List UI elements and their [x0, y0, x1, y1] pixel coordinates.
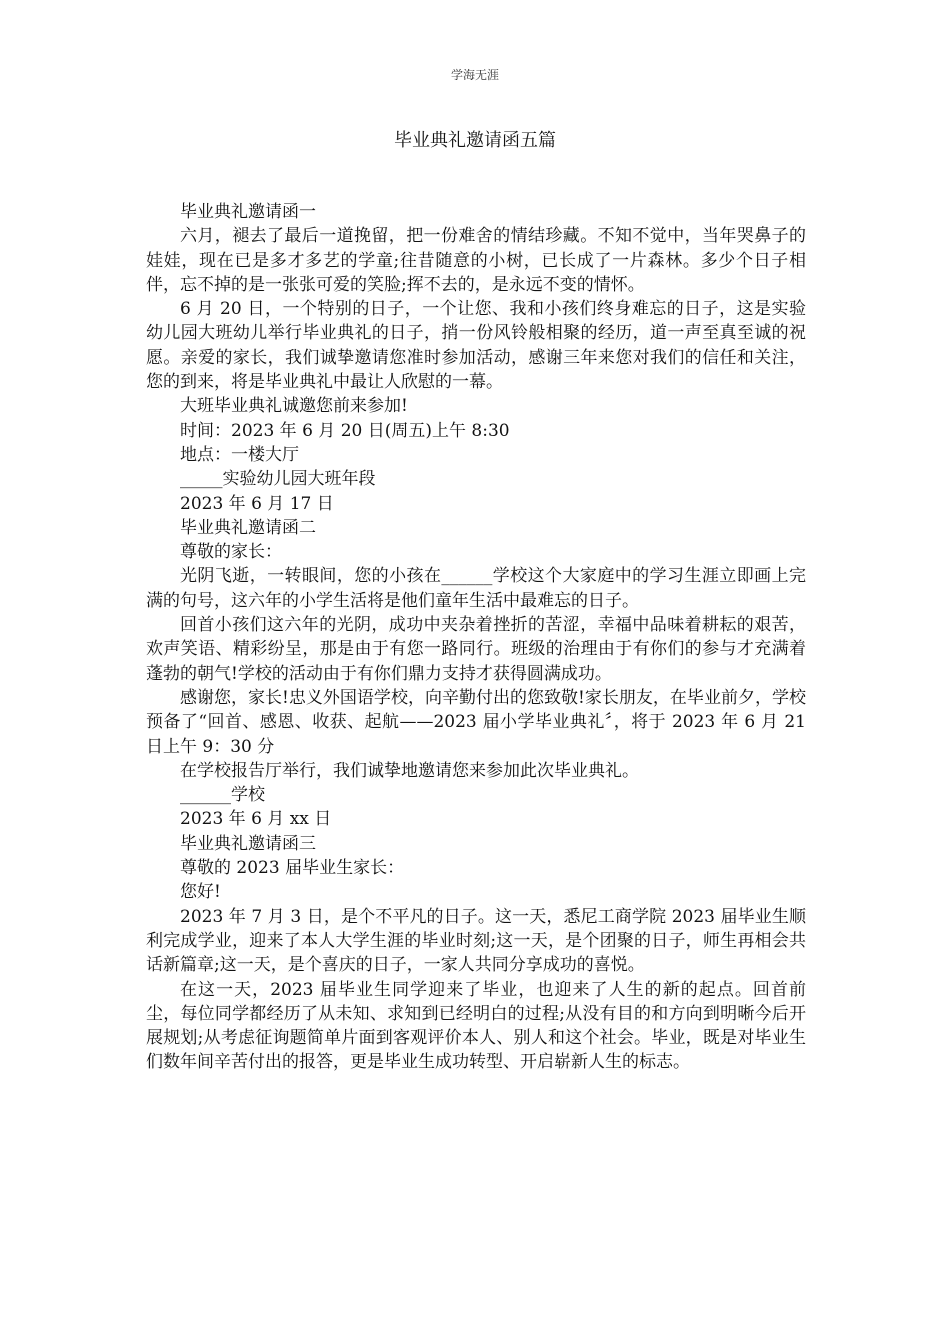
- date-line: 2023 年 6 月 17 日: [180, 493, 334, 514]
- paragraph: 六月，褪去了最后一道挽留，把一份难舍的情结珍藏。不知不觉中，当年哭鼻子的娃娃，现在已是多才多艺的学童;往昔随意的小树，已长成了一片森林。多少个日子相伴，忘不掉的是一张张可爱的笑脸;挥不去的，是永远不变的情怀。: [146, 226, 806, 295]
- page-header: 学海无涯: [450, 68, 499, 82]
- paragraph: 在这一天，2023 届毕业生同学迎来了毕业，也迎来了人生的新的起点。回首前尘，每位同学都经历了从未知、求知到已经明白的过程;从没有目的和方向到明晰今后开展规划;从考虑征询题简单片面到客观评价本人、别人和这个社会。毕业，既是对毕业生们数年间辛苦付出的报答，更是毕业生成功转型、开启崭新人生的标志。: [146, 979, 806, 1073]
- section-heading-1: 毕业典礼邀请函一: [180, 202, 316, 222]
- signature: _____实验幼儿园大班年段: [180, 469, 376, 490]
- salutation: 尊敬的 2023 届毕业生家长：: [180, 858, 405, 879]
- section-heading-3: 毕业典礼邀请函三: [180, 833, 316, 854]
- document-title: 毕业典礼邀请函五篇: [394, 130, 556, 151]
- signature: ______学校: [180, 785, 265, 806]
- paragraph: 光阴飞逝，一转眼间，您的小孩在______学校这个大家庭中的学习生涯立即画上完满的句号，这六年的小学生活将是他们童年生活中最难忘的日子。: [146, 566, 806, 611]
- paragraph: 大班毕业典礼诚邀您前来参加!: [180, 396, 408, 417]
- date-line: 2023 年 6 月 xx 日: [180, 809, 332, 830]
- event-time: 时间：2023 年 6 月 20 日(周五)上午 8:30: [180, 420, 510, 441]
- salutation: 尊敬的家长：: [180, 542, 282, 563]
- paragraph: 6 月 20 日，一个特别的日子，一个让您、我和小孩们终身难忘的日子，这是实验幼儿园大班幼儿举行毕业典礼的日子，捎一份风铃般相聚的经历，道一声至真至诚的祝愿。亲爱的家长，我们诚挚邀请您准时参加活动，感谢三年来您对我们的信任和关注，您的到来，将是毕业典礼中最让人欣慰的一幕。: [146, 299, 806, 393]
- greeting: 您好!: [180, 882, 221, 903]
- paragraph: 回首小孩们这六年的光阴，成功中夹杂着挫折的苦涩，幸福中品味着耕耘的艰苦，欢声笑语、精彩纷呈，那是由于有您一路同行。班级的治理由于有你们的参与才充满着蓬勃的朝气!学校的活动由于有你们鼎力支持才获得圆满成功。: [146, 615, 806, 684]
- event-location: 地点：一楼大厅: [180, 444, 299, 465]
- paragraph: 感谢您，家长!忠义外国语学校，向辛勤付出的您致敬!家长朋友，在毕业前夕，学校预备了“回首、感恩、收获、起航——2023 届小学毕业典礼〞，将于 2023 年 6 月 21 日上午 9：30 分: [146, 687, 806, 757]
- paragraph: 2023 年 7 月 3 日，是个不平凡的日子。这一天，悉尼工商学院 2023 届毕业生顺利完成学业，迎来了本人大学生涯的毕业时刻;这一天，是个团聚的日子，师生再相会共话新篇章;这一天，是个喜庆的日子，一家人共同分享成功的喜悦。: [146, 906, 806, 976]
- paragraph: 在学校报告厅举行，我们诚挚地邀请您来参加此次毕业典礼。: [180, 760, 639, 781]
- document-body: [146, 200, 806, 1075]
- section-heading-2: 毕业典礼邀请函二: [180, 517, 316, 538]
